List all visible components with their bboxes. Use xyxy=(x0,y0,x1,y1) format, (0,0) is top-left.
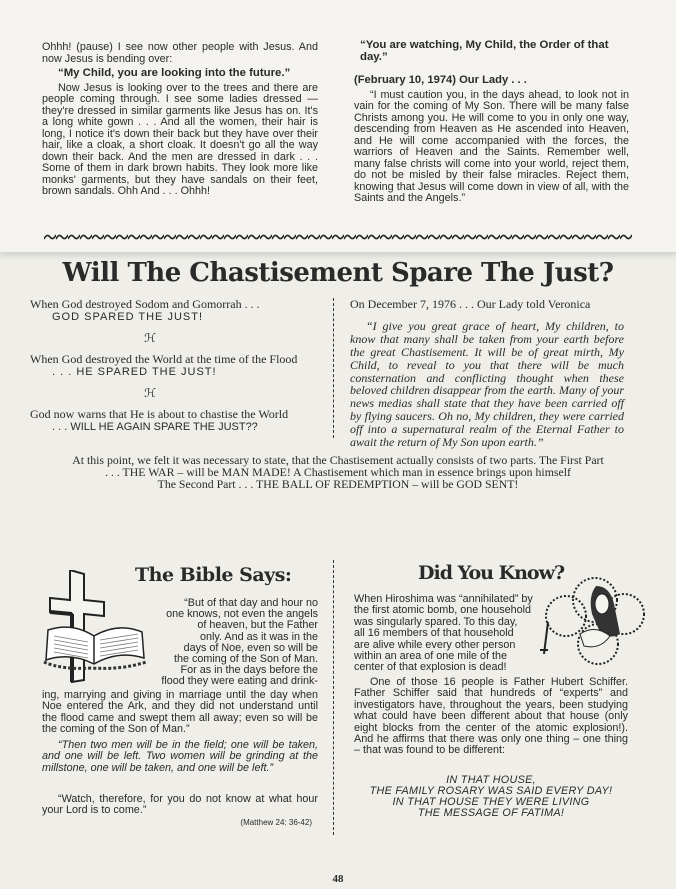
statement: God now warns that He is about to chastise the World xyxy=(30,407,289,421)
chastisement-title: Will The Chastisement Spare The Just? xyxy=(62,258,614,288)
citation: (Matthew 24: 36-42) xyxy=(240,817,312,827)
text-line: of heaven, but the Father xyxy=(197,619,318,632)
paragraph: One of those 16 people is Father Hubert Schiffer. Father Schiffer said that hundreds of “experts” and investigators have, throughout the years, been studying what could have been different about that house (only eight blocks from the center of the atomic explosion!). And he affirms that there was only one thing – one thing – that was found to be different: xyxy=(354,676,628,757)
answer: . . . WILL HE AGAIN SPARE THE JUST?? xyxy=(52,421,258,433)
answer: . . . HE SPARED THE JUST! xyxy=(52,366,217,378)
text-line: was singularly spared. To this day, xyxy=(354,615,518,628)
paragraph: “I must caution you, in the days ahead, to look not in vain for the coming of My Son. There will be many false Christs among you. He will come to you in only one way, descending from Heaven as He ascended into Heaven, and He will come accompanied with the forces, the warriors of Heaven and the Saints. Remember well, many false christs will come into your world, reject them, do not be misled by their false miracles. Reject them, knowing that Jesus will come down in view of all, with the Saints and the Angels.” xyxy=(354,88,629,204)
bible-wrapped-text xyxy=(161,598,318,688)
footer-line: The Second Part . . . THE BALL OF REDEMPTION – will be GOD SENT! xyxy=(157,477,519,492)
text-line: “But of that day and hour no xyxy=(184,597,318,609)
footer-line: At this point, we felt it was necessary to state, that the Chastisement actually consists of two parts. The First Part xyxy=(72,453,604,467)
paragraph: Ohhh! (pause) I see now other people with Jesus. And now Jesus is bending over: xyxy=(42,41,318,65)
chastisement-right xyxy=(350,298,624,449)
chastisement-footer xyxy=(0,454,676,491)
madonna-rosary-illustration xyxy=(540,574,650,670)
quote: “You are watching, My Child, the Order of that day.” xyxy=(360,39,609,63)
text-line: days of Noe, even so will be xyxy=(183,641,318,654)
text-line: the coming of the Son of Man. xyxy=(173,653,318,666)
ornamental-border xyxy=(44,233,632,241)
ornament-icon: ℋ xyxy=(144,386,156,400)
chastisement-left xyxy=(30,298,330,434)
paragraph: Now Jesus is looking over to the trees and there are people coming through. I see some ladies dressed — they're dressed in similar garments like Jesus has on. It's a long white gown . . . And all the women, their hair is long, I notice it's down their back but they have over their hair, like a cloak, a short cloak. It doesn't go all the way down their back. And the men are dressed in dark . . . Some of them in dark brown habits. They look more like monks' garments, but they have sandals on their feet, brown sandals. Ohh And . . . Ohhh! xyxy=(42,81,318,197)
text-line: only. And as it was in the xyxy=(199,630,318,643)
statement: When God destroyed the World at the time of the Flood xyxy=(30,352,298,366)
quote: “I give you great grace of heart, My children, to know that many shall be taken from your earth before the great Chastisement. It will be of great mirth, My Child, to reveal to you that there will be much consternation and conflicting thought when these beloved children disappear from the earth. Many of your news medias shall state that they have been carried off by flying saucers. Oh no, My children, they were carried off into a supernatural realm of the Eternal Father to await the return of My Son upon earth.” xyxy=(350,318,624,450)
did-you-know-text xyxy=(354,677,628,820)
text-line: all 16 members of that household xyxy=(354,627,514,640)
did-you-know-title: Did You Know? xyxy=(418,562,565,584)
bible-title: The Bible Says: xyxy=(135,564,292,586)
answer: GOD SPARED THE JUST! xyxy=(52,311,204,323)
cross-bible-illustration xyxy=(42,570,150,686)
text-line: within an area of one mile of the xyxy=(354,650,508,663)
paragraph: ing, marrying and giving in marriage until the day when Noe entered the Ark, and they did not understand until the flood came and swept them all away; even so will be the coming of the Son of Man.” xyxy=(42,689,318,735)
did-you-know-wrapped xyxy=(354,594,533,674)
footer-line: . . . THE WAR – will be MAN MADE! A Chastisement which man in essence brings upon himself xyxy=(105,465,571,480)
date-heading: (February 10, 1974) Our Lady . . . xyxy=(354,74,527,86)
text-line: one knows, not even the angels xyxy=(166,608,318,621)
top-left-column xyxy=(42,42,318,198)
column-divider xyxy=(333,298,334,438)
closing-line: THE MESSAGE OF FATIMA! xyxy=(417,807,565,820)
quote: “My Child, you are looking into the future.” xyxy=(58,67,291,79)
text-line: are alive while every other person xyxy=(354,638,516,651)
italic-quote: “Then two men will be in the field; one will be taken, and one will be left. Two women will be grinding at the millstone, one will be taken, and one will be left.” xyxy=(42,739,318,774)
closing-line: THE FAMILY ROSARY WAS SAID EVERY DAY! xyxy=(369,785,613,798)
bible-text xyxy=(42,690,318,828)
column-divider xyxy=(333,560,334,835)
text-line: the first atomic bomb, one household xyxy=(354,604,532,617)
ornament-icon: ℋ xyxy=(144,331,156,345)
text-line: center of that explosion is dead! xyxy=(354,661,507,674)
top-right-column xyxy=(354,40,629,205)
text-line: flood they were eating and drink- xyxy=(161,675,318,688)
closing-statement xyxy=(354,775,628,820)
closing-line: IN THAT HOUSE, xyxy=(446,773,536,786)
paragraph: “Watch, therefore, for you do not know at what hour your Lord is to come.” xyxy=(42,793,318,817)
intro: On December 7, 1976 . . . Our Lady told Veronica xyxy=(350,297,591,311)
page-number: 48 xyxy=(332,873,344,885)
text-line: When Hiroshima was “annihilated” by xyxy=(354,593,533,605)
text-line: For as in the days before the xyxy=(180,664,318,677)
statement: When God destroyed Sodom and Gomorrah . . . xyxy=(30,297,260,311)
closing-line: IN THAT HOUSE THEY WERE LIVING xyxy=(392,796,590,809)
